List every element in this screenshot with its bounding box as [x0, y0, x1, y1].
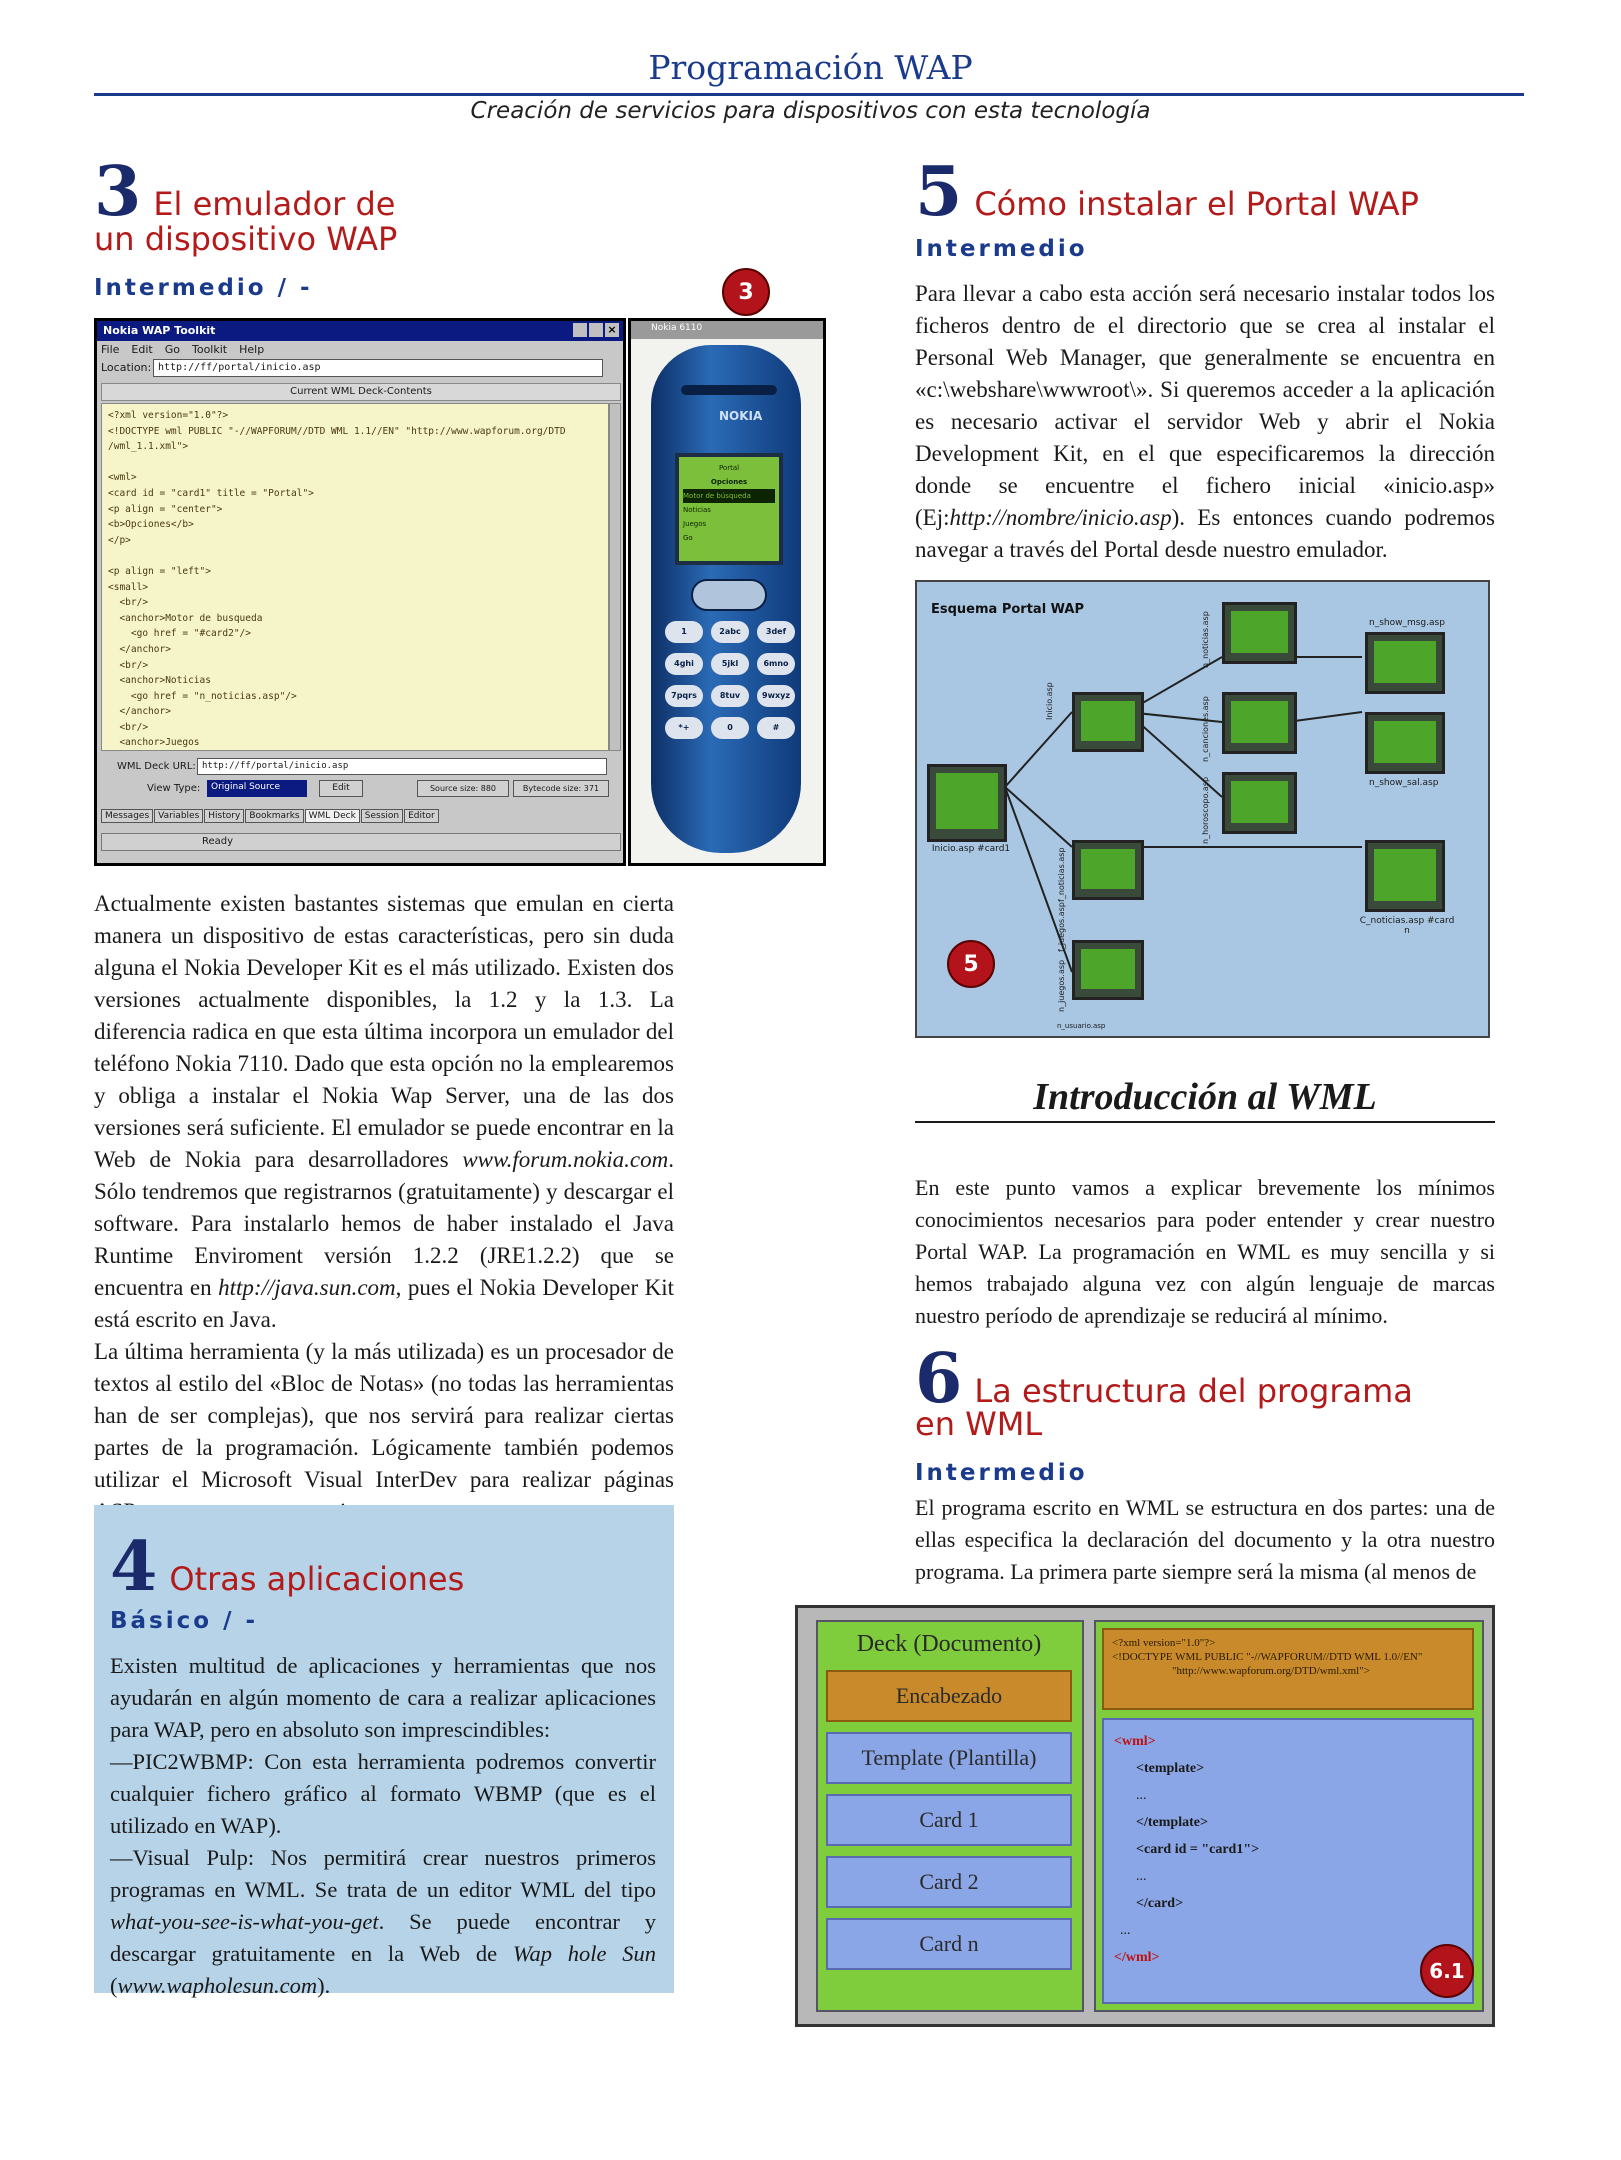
- phone-key[interactable]: 9wxyz: [757, 685, 795, 707]
- screen-thumbnail: [1365, 712, 1445, 774]
- code-header-block: [1102, 1628, 1474, 1710]
- code-scrollbar[interactable]: [609, 403, 621, 751]
- italic-text: Wap hole Sun: [512, 1941, 656, 1966]
- source-size: Source size: 880: [417, 780, 509, 797]
- screen-line: Juegos: [683, 520, 707, 528]
- intro-heading: Introducción al WML: [1033, 1076, 1377, 1118]
- section-3-body: [94, 888, 674, 1528]
- diagram-label: C_noticias.asp #card n: [1359, 916, 1455, 936]
- code-line: [108, 548, 602, 564]
- section-number: 3: [94, 152, 142, 232]
- difficulty-level: Intermedio: [915, 1460, 1088, 1486]
- tab-messages[interactable]: Messages: [101, 809, 153, 823]
- text-run: ). Es entonces cuando podremos navegar a través del Portal desde nuestro emulador.: [915, 505, 1495, 562]
- phone-emulator: [628, 318, 826, 866]
- code-line: ...: [1136, 1869, 1147, 1884]
- minimize-icon[interactable]: [573, 323, 587, 337]
- tab-strip: [101, 809, 439, 823]
- code-line: <go href = "n_noticias.asp"/>: [108, 690, 297, 702]
- intro-body: [915, 1172, 1495, 1332]
- text-run: . Se puede encontrar y descargar gratuitamente en la Web de: [110, 1909, 656, 1966]
- tab-session[interactable]: Session: [361, 809, 403, 823]
- edit-button[interactable]: Edit: [319, 780, 363, 797]
- code-line: <!DOCTYPE wml PUBLIC "-//WAPFORUM//DTD WML 1.1//EN" "http://www.wapforum.org/DTD: [108, 425, 566, 437]
- code-line: </wml>: [1114, 1950, 1160, 1965]
- section-6-body: [915, 1492, 1495, 1588]
- url-text: http://java.sun.com: [218, 1275, 396, 1300]
- code-line: <br/>: [108, 597, 149, 609]
- diagram-label: f_juegos.asp: [1057, 902, 1066, 952]
- screen-line: Opciones: [710, 478, 748, 486]
- phone-keypad: [665, 621, 795, 739]
- code-line: </card>: [1136, 1896, 1184, 1911]
- section-number: 4: [110, 1527, 158, 1607]
- section-title: Cómo instalar el Portal WAP: [974, 185, 1419, 223]
- section-title-line2: en WML: [915, 1405, 1043, 1443]
- paragraph: El programa escrito en WML se estructura en dos partes: una de ellas especifica la declaración del documento y la otra nuestro programa. La primera parte siempre será la misma (al menos de: [915, 1495, 1495, 1584]
- code-line: <?xml version="1.0"?>: [108, 410, 229, 421]
- phone-nav-key[interactable]: [691, 579, 767, 611]
- screen-line: Portal: [718, 464, 740, 472]
- phone-key[interactable]: 7pqrs: [665, 685, 703, 707]
- code-line: <go href = "#card2"/>: [108, 628, 251, 640]
- code-line: <!DOCTYPE WML PUBLIC "-//WAPFORUM//DTD WML 1.0//EN": [1112, 1651, 1423, 1663]
- deck-block-card: Card 1: [826, 1794, 1072, 1846]
- text-run: Para llevar a cabo esta acción será necesario instalar todos los ficheros dentro de el directorio que se crea al instalar el Personal Web Manager, que generalmente se encuentra en «c:\webshare\wwwroot\». Si queremos acceder a la aplicación es necesario activar el servidor Web y abrir el Nokia Development Kit, en el que especificaremos la dirección donde se encuentre el fichero inicial «inicio.asp» (Ej:: [915, 281, 1495, 530]
- code-line: <br/>: [108, 659, 149, 671]
- menu-help[interactable]: Help: [239, 343, 265, 356]
- code-line: <p align = "left">: [108, 565, 211, 577]
- paragraph: La última herramienta (y la más utilizada) es un procesador de textos al estilo del «Bloc de Notas» (no todas las herramientas han de ser complejas), que nos servirá para realizar ciertas partes de la programación. Lógicamente también podemos utilizar el Microsoft Visual InterDev para realizar páginas: [94, 1339, 674, 1492]
- status-bar: Ready: [101, 833, 621, 851]
- deck-title: Deck (Documento): [856, 1630, 1042, 1657]
- phone-screen: [675, 453, 783, 565]
- deck-url-input[interactable]: http://ff/portal/inicio.asp: [197, 758, 607, 775]
- wml-code-view[interactable]: [101, 403, 609, 751]
- figure-badge-5: 5: [947, 940, 995, 988]
- phone-key[interactable]: 3def: [757, 621, 795, 643]
- tab-editor[interactable]: Editor: [404, 809, 439, 823]
- screen-thumbnail: [1365, 632, 1445, 694]
- text-run: ).: [317, 1973, 331, 1998]
- screen-thumbnail: [1072, 940, 1144, 1000]
- screen-thumbnail: [1072, 840, 1144, 900]
- screen-thumbnail: [1365, 840, 1445, 912]
- close-icon[interactable]: ×: [605, 323, 619, 337]
- diagram-title: Esquema Portal WAP: [931, 602, 1085, 617]
- screen-line: Noticias: [683, 506, 711, 514]
- section-4-box: [94, 1505, 674, 1998]
- code-line: "http://www.wapforum.org/DTD/wml.xml">: [1172, 1665, 1370, 1677]
- code-line: </template>: [1136, 1815, 1208, 1830]
- deck-block-template: Template (Plantilla): [826, 1732, 1072, 1784]
- text-run: . Sólo tendremos que registrarnos (gratuitamente) y descargar el software. Para instalarlo hemos de haber instalado el Java Runtime Enviroment versión 1.2.2 (JRE1.2.2) que se encuentra en: [94, 1147, 674, 1300]
- running-header-subtitle: Creación de servicios para dispositivos con esta tecnología: [470, 98, 1151, 124]
- diagram-label: n_canciones.asp: [1201, 696, 1210, 762]
- wml-structure-diagram: [795, 1605, 1495, 2027]
- diagram-label: Inicio.asp: [1045, 682, 1054, 720]
- code-line: <card id = "card1">: [1136, 1842, 1260, 1857]
- text-run: , pues el Nokia Developer Kit está escrito en Java.: [94, 1275, 674, 1332]
- url-text: http://nombre/inicio.asp: [949, 505, 1172, 530]
- section-number: 5: [915, 152, 963, 232]
- text-run: (: [110, 1973, 118, 1998]
- screen-line: Go: [683, 534, 693, 542]
- section-number: 6: [915, 1339, 963, 1419]
- url-text: www.forum.nokia.com: [462, 1147, 669, 1172]
- menu-go[interactable]: Go: [164, 343, 180, 356]
- window-titlebar: [97, 321, 623, 341]
- figure-badge-6-1: 6.1: [1420, 1944, 1474, 1998]
- location-input[interactable]: http://ff/portal/inicio.asp: [153, 359, 603, 377]
- code-line: <wml>: [108, 472, 137, 484]
- code-line: <b>Opciones</b>: [108, 519, 194, 531]
- screen-thumbnail: [1222, 602, 1297, 664]
- screen-thumbnail: [927, 764, 1007, 842]
- section-title: Otras aplicaciones: [169, 1560, 465, 1598]
- figure-badge-3: 3: [722, 268, 770, 316]
- diagram-label: n_horoscopo.asp: [1201, 776, 1210, 844]
- difficulty-level: Intermedio: [915, 236, 1088, 262]
- view-type-label: View Type:: [147, 783, 201, 794]
- tab-wml-deck[interactable]: WML Deck: [305, 809, 360, 823]
- phone-key[interactable]: 0: [711, 717, 749, 739]
- deck-block-card: Card 2: [826, 1856, 1072, 1908]
- code-line: <template>: [1136, 1761, 1205, 1776]
- diagram-label: n_show_sal.asp: [1369, 778, 1439, 788]
- screen-thumbnail: [1222, 772, 1297, 834]
- intro-rule: [915, 1121, 1495, 1123]
- section-3-heading: [94, 152, 614, 232]
- section-title-line2: un dispositivo WAP: [94, 220, 398, 258]
- phone-key[interactable]: *+: [665, 717, 703, 739]
- panel-title: Current WML Deck-Contents: [101, 383, 621, 401]
- code-line: ...: [1120, 1923, 1131, 1938]
- code-line: <card id = "card1" title = "Portal">: [108, 487, 314, 499]
- emulator-screenshot: [94, 318, 626, 866]
- portal-wap-diagram: [915, 580, 1490, 1038]
- deck-block-header: Encabezado: [826, 1670, 1072, 1722]
- menu-toolkit[interactable]: Toolkit: [192, 343, 228, 356]
- phone-key[interactable]: #: [757, 717, 795, 739]
- phone-brand: NOKIA: [719, 409, 763, 423]
- diagram-label: n_show_msg.asp: [1369, 618, 1445, 628]
- section-5-body: [915, 278, 1495, 566]
- code-line: </anchor>: [108, 706, 171, 718]
- code-line: <p align = "center">: [108, 503, 223, 515]
- section-title-line1: El emulador de: [153, 185, 396, 223]
- tab-history[interactable]: History: [204, 809, 244, 823]
- code-body-block: [1102, 1718, 1474, 2004]
- phone-window-title: Nokia 6110: [631, 321, 823, 339]
- diagram-label: f_noticias.asp: [1057, 847, 1066, 902]
- code-line: <anchor>Motor de busqueda: [108, 612, 263, 624]
- menu-bar: [101, 343, 264, 356]
- diagram-label: n_usuario.asp: [1057, 1022, 1106, 1030]
- menu-edit[interactable]: Edit: [131, 343, 153, 356]
- difficulty-level: Intermedio / -: [94, 275, 313, 301]
- paragraph: En este punto vamos a explicar brevemente los mínimos conocimientos necesarios para poder entender y crear nuestro Portal WAP. La programación en WML es muy sencilla y si hemos trabajado alguna vez con algún lenguaje de marcas nuestro período de aprendizaje se reducirá al mínimo.: [915, 1175, 1495, 1328]
- code-line: /wml_1.1.xml">: [108, 441, 189, 453]
- tab-variables[interactable]: Variables: [154, 809, 203, 823]
- view-type-select[interactable]: Original Source: [207, 780, 307, 797]
- menu-file[interactable]: File: [101, 343, 120, 356]
- phone-key[interactable]: 8tuv: [711, 685, 749, 707]
- paragraph: Existen multitud de aplicaciones y herramientas que nos ayudarán en algún momento de cara a realizar aplicaciones para WAP, pero en absoluto son imprescindibles:: [110, 1653, 656, 1742]
- section-6-heading: [915, 1339, 1515, 1419]
- phone-key[interactable]: 5jkl: [711, 653, 749, 675]
- code-line: <small>: [108, 581, 149, 593]
- code-line: <anchor>Juegos: [108, 737, 200, 749]
- section-4-body: [110, 1650, 656, 2002]
- italic-text: what-you-see-is-what-you-get: [110, 1909, 379, 1934]
- code-line: <anchor>Noticias: [108, 675, 211, 687]
- url-text: www.wapholesun.com: [117, 1973, 318, 1998]
- paragraph: [110, 1842, 656, 2002]
- code-line: ...: [1136, 1788, 1147, 1803]
- diagram-label: Inicio.asp #card1: [931, 844, 1011, 854]
- phone-key[interactable]: 2abc: [711, 621, 749, 643]
- screen-line: Motor de búsqueda: [683, 489, 775, 503]
- paragraph: [915, 278, 1495, 566]
- bytecode-size: Bytecode size: 371: [513, 780, 609, 797]
- running-header-title: Programación WAP: [648, 48, 973, 87]
- paragraph: [94, 888, 674, 1336]
- tab-bookmarks[interactable]: Bookmarks: [245, 809, 303, 823]
- section-4-heading: [110, 1527, 660, 1607]
- phone-key[interactable]: 4ghi: [665, 653, 703, 675]
- code-line: [108, 455, 602, 471]
- screen-thumbnail: [1222, 692, 1297, 754]
- code-line: </p>: [108, 534, 131, 546]
- deck-block-card: Card n: [826, 1918, 1072, 1970]
- diagram-label: n_noticias.asp: [1201, 611, 1210, 668]
- section-5-heading: [915, 152, 1515, 232]
- deck-url-label: WML Deck URL:: [117, 761, 196, 772]
- code-line: <wml>: [1114, 1734, 1156, 1749]
- code-line: <?xml version="1.0"?>: [1112, 1637, 1216, 1649]
- window-title: Nokia WAP Toolkit: [103, 324, 216, 337]
- screen-thumbnail: [1072, 692, 1144, 752]
- diagram-label: n_juegos.asp: [1057, 959, 1066, 1012]
- difficulty-level: Básico / -: [110, 1608, 259, 1634]
- location-label: Location:: [101, 361, 152, 374]
- text-run: Actualmente existen bastantes sistemas que emulan en cierta manera un dispositivo de estas características, pero sin duda alguna el Nokia Developer Kit es el más utilizado. Existen dos versiones actualmente disponibles, la 1.2 y la 1.3. La diferencia radica en que esta última incorpora un emulador del teléfono Nokia 7110. Dado que esta opción no la emplearemos y obliga a instalar el Nokia Wap Server, una de las dos versiones será suficiente. El emulador se puede encontrar en la Web de Nokia para desarrolladores: [94, 891, 674, 1172]
- phone-earpiece: [681, 385, 777, 395]
- phone-key[interactable]: 1: [665, 621, 703, 643]
- code-line: </anchor>: [108, 643, 171, 655]
- maximize-icon[interactable]: [589, 323, 603, 337]
- phone-key[interactable]: 6mno: [757, 653, 795, 675]
- code-line: <br/>: [108, 721, 149, 733]
- text-run: —Visual Pulp: Nos permitirá crear nuestros primeros programas en WML. Se trata de un editor WML del tipo: [110, 1845, 656, 1902]
- header-rule: [94, 93, 1524, 96]
- paragraph: —PIC2WBMP: Con esta herramienta podremos convertir cualquier fichero gráfico al formato WBMP (que es el utilizado en WAP).: [110, 1749, 656, 1838]
- section-title-line1: La estructura del programa: [974, 1372, 1413, 1410]
